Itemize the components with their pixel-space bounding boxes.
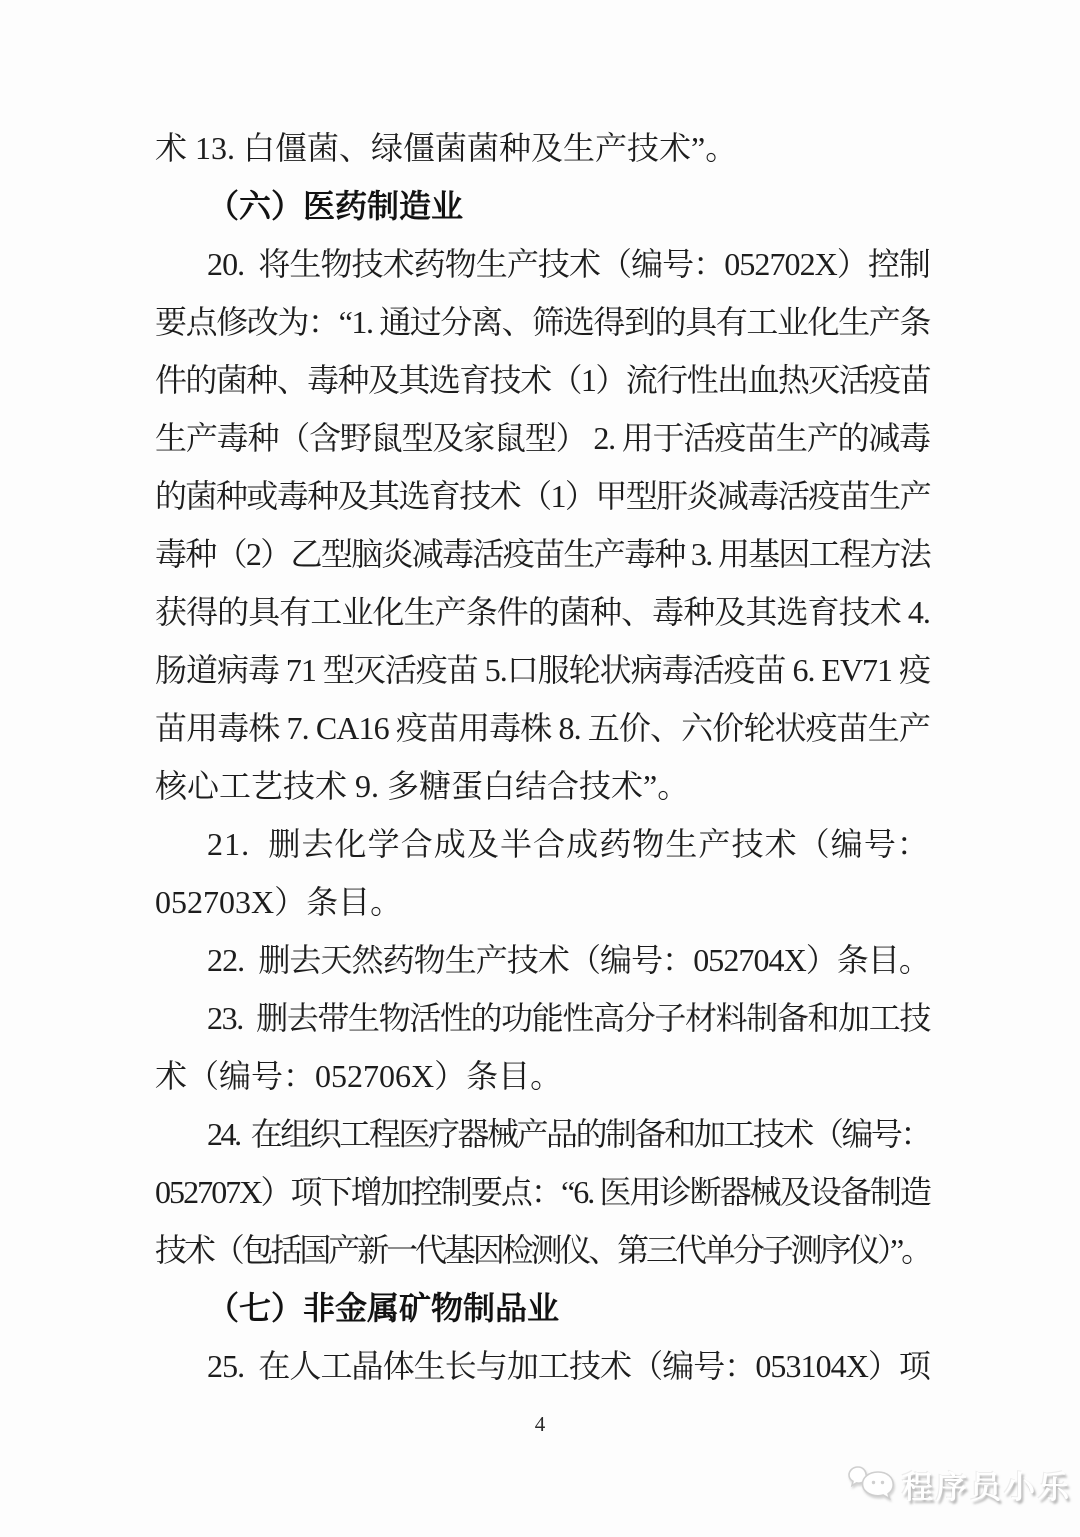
- line-text: 件的菌种、毒种及其选育技术（1）流行性出血热灭活疫苗: [155, 362, 930, 398]
- document-line: [155, 989, 930, 1047]
- document-body: [155, 119, 930, 1395]
- document-line: [155, 525, 930, 583]
- document-line: [155, 235, 930, 293]
- line-text: 052707X）项下增加控制要点：“6. 医用诊断器械及设备制造: [155, 1174, 930, 1210]
- document-line: [155, 293, 930, 351]
- document-line: [155, 1105, 930, 1163]
- line-text: 22. 删去天然药物生产技术（编号：052704X）条目。: [207, 942, 930, 978]
- line-text: 术 13. 白僵菌、绿僵菌菌种及生产技术”。: [155, 130, 738, 166]
- document-line: [155, 1221, 930, 1279]
- document-line: [155, 699, 930, 757]
- line-text: 肠道病毒 71 型灭活疫苗 5.口服轮状病毒活疫苗 6. EV71 疫: [155, 652, 930, 688]
- watermark: [847, 1462, 1072, 1507]
- document-line: [155, 815, 930, 873]
- page-number: 4: [534, 1412, 546, 1436]
- section-heading: [155, 1279, 930, 1337]
- line-text: 术（编号：052706X）条目。: [155, 1058, 563, 1094]
- line-text: 的菌种或毒种及其选育技术（1）甲型肝炎减毒活疫苗生产: [155, 478, 930, 514]
- line-text: （六）医药制造业: [207, 188, 464, 224]
- line-text: 23. 删去带生物活性的功能性高分子材料制备和加工技: [207, 1000, 930, 1036]
- watermark-text: 程序员小乐: [902, 1470, 1072, 1505]
- document-line: [155, 1047, 930, 1105]
- line-text: 获得的具有工业化生产条件的菌种、毒种及其选育技术 4.: [155, 594, 930, 630]
- document-line: [155, 1163, 930, 1221]
- line-text: 核心工艺技术 9. 多糖蛋白结合技术”。: [155, 768, 690, 804]
- line-text: 技术（包括国产新一代基因检测仪、第三代单分子测序仪）”。: [155, 1232, 930, 1268]
- line-text: 20. 将生物技术药物生产技术（编号：052702X）控制: [207, 246, 930, 282]
- document-line: [155, 757, 930, 815]
- line-text: 24. 在组织工程医疗器械产品的制备和加工技术（编号：: [207, 1116, 930, 1152]
- line-text: （七）非金属矿物制品业: [207, 1290, 560, 1326]
- document-line: [155, 467, 930, 525]
- document-line: [155, 873, 930, 931]
- chat-bubbles-icon: [847, 1463, 897, 1507]
- document-line: [155, 409, 930, 467]
- line-text: 要点修改为：“1. 通过分离、筛选得到的具有工业化生产条: [155, 304, 930, 340]
- line-text: 25. 在人工晶体生长与加工技术（编号：053104X）项: [207, 1348, 930, 1384]
- document-line: [155, 931, 930, 989]
- document-line: [155, 119, 930, 177]
- line-text: 苗用毒株 7. CA16 疫苗用毒株 8. 五价、六价轮状疫苗生产: [155, 710, 930, 746]
- document-line: [155, 351, 930, 409]
- line-text: 生产毒种（含野鼠型及家鼠型） 2. 用于活疫苗生产的减毒: [155, 420, 930, 456]
- document-line: [155, 641, 930, 699]
- document-line: [155, 1337, 930, 1395]
- line-text: 052703X）条目。: [155, 884, 403, 920]
- line-text: 毒种（2）乙型脑炎减毒活疫苗生产毒种 3. 用基因工程方法: [155, 536, 930, 572]
- line-text: 21. 删去化学合成及半合成药物生产技术（编号：: [207, 826, 930, 862]
- document-line: [155, 583, 930, 641]
- section-heading: [155, 177, 930, 235]
